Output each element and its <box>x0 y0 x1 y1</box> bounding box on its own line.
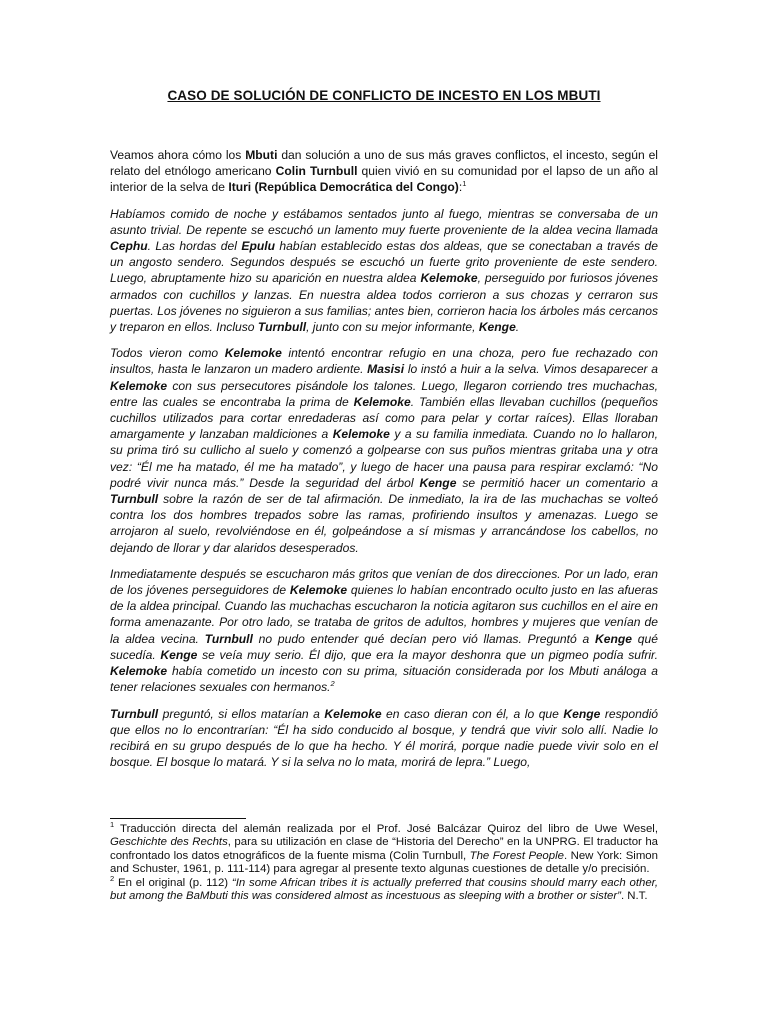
text-run: Veamos ahora cómo los <box>110 148 246 162</box>
footnote-separator <box>110 818 246 819</box>
footnote-1 <box>110 820 658 877</box>
text-run: En el original (p. 112) <box>114 876 232 889</box>
bold-term: Kelemoke <box>324 706 382 721</box>
paragraph-narrative-2 <box>110 345 658 556</box>
text-run: quien vivió en su comunidad por el lapso de un año al interior de la selva de <box>110 164 659 195</box>
text-run: se veía muy serio. Él dijo, que era la mayor deshonra que un pigmeo podía sufrir. <box>197 647 658 662</box>
text-run: , para su utilización en clase de “Historia del Derecho” en la UNPRG. El traductor ha confrontado los datos etnográficos de la fuente misma (Colin Turnbull, <box>110 836 658 862</box>
footnote-number: 2 <box>110 873 115 883</box>
bold-term: Cephu <box>110 239 148 254</box>
text-run: Traducción directa del alemán realizada por el Prof. José Balcázar Quiroz del libro de Uwe Wesel, <box>114 823 658 835</box>
bold-term: Kelemoke <box>289 583 348 598</box>
text-run: qué sucedía. <box>110 631 658 662</box>
bold-term: Colin Turnbull <box>275 164 358 179</box>
text-run: Inmediatamente después se escucharon más gritos que venían de dos direcciones. Por un lado, eran de los jóvenes perseguidores de <box>110 566 658 598</box>
bold-term: Kelemoke <box>332 427 390 442</box>
text-run: respondió que ellos no lo encontrarían: “Él ha sido conducido al bosque, y tendrá que vivir solo allí. Nadie lo recibirá en su grupo después de lo que ha hecho. Y él morirá, porque nadie puede vivir solo en el bosque. El bosque lo matará. Y si la selva no lo mata, morirá de lepra.” Luego, <box>110 706 658 770</box>
bold-term: Kelemoke <box>110 378 168 393</box>
bold-term: Epulu <box>241 239 275 254</box>
bold-term: Kenge <box>563 706 601 721</box>
document-title: CASO DE SOLUCIÓN DE CONFLICTO DE INCESTO EN LOS MBUTI <box>167 88 601 103</box>
text-run: : <box>458 180 463 195</box>
paragraph-intro <box>110 147 658 196</box>
text-run: sobre la razón de ser de tal afirmación. De inmediato, la ira de las muchachas se volteó contra los dos hombres trepados sobre las ramas, profiriendo insultos y amenazas. Luego se arrojaron al suelo, revolviéndose en él, golpeándose a sí mismas y arrancándose los cabellos, no dejando de llorar y dar alaridos desesperados. <box>110 492 658 555</box>
bold-term: Mbuti <box>245 148 278 162</box>
paragraph-narrative-3 <box>110 566 658 696</box>
bold-term: Kelemoke <box>110 664 168 679</box>
text-run: habían establecido estas dos aldeas, que se conectaban a través de un angosto sendero. Segundos después se escuchó un fuerte grito proveniente de este sendero. Luego, abruptamente hizo su aparición en nuestra aldea <box>110 239 658 286</box>
footnote-2 <box>110 873 658 904</box>
bold-term: Turnbull <box>110 492 159 507</box>
text-run: en caso dieran con él, a lo que <box>381 706 564 721</box>
bold-term: Kelemoke <box>420 271 478 286</box>
text-run: lo instó a huir a la selva. Vimos desaparecer a <box>404 362 658 377</box>
text-run: . También ellas llevaban cuchillos (pequeños cuchillos utilizados para cortar enredaderas así como para pelar y cortar raíces). Ellas lloraban amargamente y lanzaban maldiciones a <box>110 394 658 442</box>
bold-term: Kelemoke <box>353 394 411 409</box>
text-run: dan solución a uno de sus más graves conflictos, el incesto, según el relato del etnólogo americano <box>110 148 658 179</box>
document-body <box>110 147 658 780</box>
bold-term: Kenge <box>595 631 632 646</box>
footnote-number: 1 <box>110 820 115 830</box>
text-run: . <box>515 320 520 335</box>
text-run: no pudo entender qué decían pero vió llamas. Preguntó a <box>252 631 596 646</box>
bold-term: Ituri (República Democrática del Congo) <box>228 180 459 195</box>
footnote-marker: 1 <box>462 179 467 189</box>
bold-term: Kenge <box>478 320 516 335</box>
text-run: Habíamos comido de noche y estábamos sentados junto al fuego, mientras se conversaba de un asunto trivial. De repente se escuchó un lamento muy fuerte proveniente de la aldea vecina llamada <box>110 206 658 237</box>
italic-quote: “In some African tribes it is actually preferred that cousins should marry each other, but among the BaMbuti this was considered almost as incestuous as sleeping with a brother or sister” <box>110 876 658 903</box>
paragraph-narrative-4 <box>110 706 658 771</box>
bold-term: Masisi <box>367 362 405 377</box>
text-run: intentó encontrar refugio en una choza, pero fue rechazado con insultos, hasta le lanzaron un madero ardiente. <box>110 346 658 377</box>
text-run: . Las hordas del <box>147 239 242 254</box>
text-run: se permitió hacer un comentario a <box>456 475 659 490</box>
bold-term: Kelemoke <box>224 346 282 361</box>
italic-title: The Forest People <box>469 849 564 862</box>
bold-term: Kenge <box>160 647 198 662</box>
footnotes <box>110 820 658 903</box>
bold-term: Turnbull <box>257 320 307 335</box>
text-run: , junto con su mejor informante, <box>306 320 479 335</box>
text-run: había cometido un incesto con su prima, situación considerada por los Mbuti análoga a tener relaciones sexuales con hermanos. <box>110 664 658 695</box>
text-run: Todos vieron como <box>110 346 225 361</box>
text-run: con sus persecutores pisándole los talones. Luego, llegaron corriendo tres muchachas, entre las cuales se encontraba la prima de <box>110 378 658 409</box>
text-run: . New York: Simon and Schuster, 1961, p. 111-114) para agregar al presente texto algunas cuestiones de detalle y/o precisión. <box>110 849 658 876</box>
bold-term: Turnbull <box>204 631 253 646</box>
paragraph-narrative-1 <box>110 206 658 336</box>
bold-term: Turnbull <box>110 706 159 721</box>
text-run: , perseguido por furiosos jóvenes armados con cuchillos y lanzas. En nuestra aldea todos corrieron a sus chozas y cerraron sus puertas. Los jóvenes no siguieron a sus familias; antes bien, corrieron hacia los árboles más cercanos y treparon en ellos. Incluso <box>110 271 658 335</box>
text-run: preguntó, si ellos matarían a <box>158 706 325 721</box>
footnote-marker: 2 <box>330 679 335 689</box>
text-run: y a su familia inmediata. Cuando no lo hallaron, su prima tiró su cullicho al suelo y comenzó a golpearse con sus puños mientras gritaba una y otra vez: “Él me ha matado, él me ha matado”, y luego de hacer una pausa para respirar exclamó: “No podré vivir nunca más.” Desde la seguridad del árbol <box>110 427 658 490</box>
text-run: quienes lo habían encontrado oculto justo en las afueras de la aldea principal. Cuando las muchachas escucharon la noticia agitaron sus cuchillos en el aire en forma amenazante. Por otro lado, se trataba de gritos de adultos, hombres y mujeres que venían de la aldea vecina. <box>110 583 659 646</box>
bold-term: Kenge <box>419 475 457 490</box>
text-run: . N.T. <box>620 890 648 903</box>
italic-title: Geschichte des Rechts <box>110 836 228 849</box>
